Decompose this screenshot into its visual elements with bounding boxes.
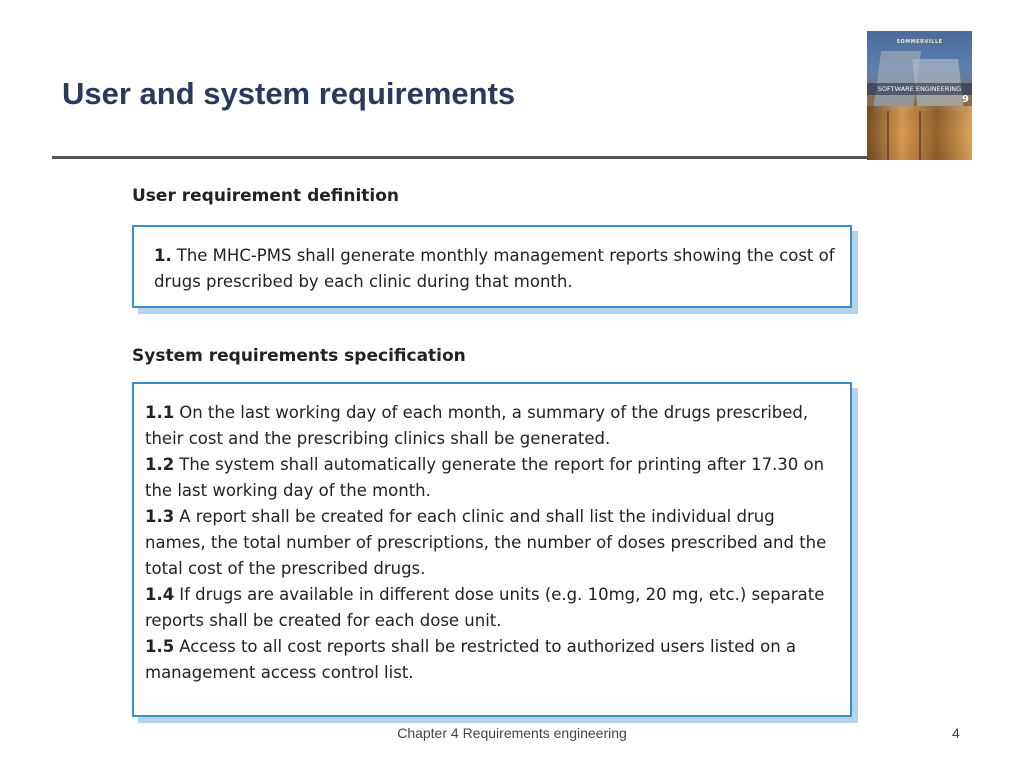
requirement-item <box>145 634 840 686</box>
cover-title: SOFTWARE ENGINEERING <box>877 85 962 93</box>
requirement-item <box>145 504 840 582</box>
footer-page-number: 4 <box>952 725 960 741</box>
cover-lower-detail <box>887 111 921 160</box>
requirement-number: 1.3 <box>145 507 175 526</box>
requirement-item <box>145 452 840 504</box>
requirement-text: On the last working day of each month, a summary of the drugs prescribed, their cost and the prescribing clinics shall be generated. <box>145 403 809 448</box>
requirement-number: 1.4 <box>145 585 175 604</box>
requirement-number: 1.1 <box>145 403 175 422</box>
cover-edition: 9 <box>962 94 969 105</box>
slide-title: User and system requirements <box>62 76 516 111</box>
user-requirement-box <box>132 225 852 308</box>
requirement-item <box>154 243 840 295</box>
system-requirements-label: System requirements specification <box>132 346 466 366</box>
requirement-item <box>145 400 840 452</box>
requirement-text: The system shall automatically generate the report for printing after 17.30 on the last working day of the month. <box>145 455 825 500</box>
requirement-text: If drugs are available in different dose units (e.g. 10mg, 20 mg, etc.) separate reports shall be created for each dose unit. <box>145 585 825 630</box>
requirement-text: The MHC-PMS shall generate monthly management reports showing the cost of drugs prescribed by each clinic during that month. <box>154 246 835 291</box>
user-requirement-label: User requirement definition <box>132 186 400 206</box>
cover-publisher: SOMMERVILLE <box>896 39 943 45</box>
requirement-item <box>145 582 840 634</box>
requirement-text: A report shall be created for each clinic and shall list the individual drug names, the total number of prescriptions, the number of doses prescribed and the total cost of the prescribed drugs. <box>145 507 827 578</box>
title-divider <box>52 156 870 159</box>
requirement-text: Access to all cost reports shall be restricted to authorized users listed on a management access control list. <box>145 637 797 682</box>
system-requirements-box <box>132 382 852 717</box>
footer-chapter: Chapter 4 Requirements engineering <box>397 725 627 741</box>
requirement-number: 1.2 <box>145 455 175 474</box>
requirement-number: 1.5 <box>145 637 175 656</box>
requirement-number: 1. <box>154 246 172 265</box>
book-cover-image <box>867 31 972 160</box>
